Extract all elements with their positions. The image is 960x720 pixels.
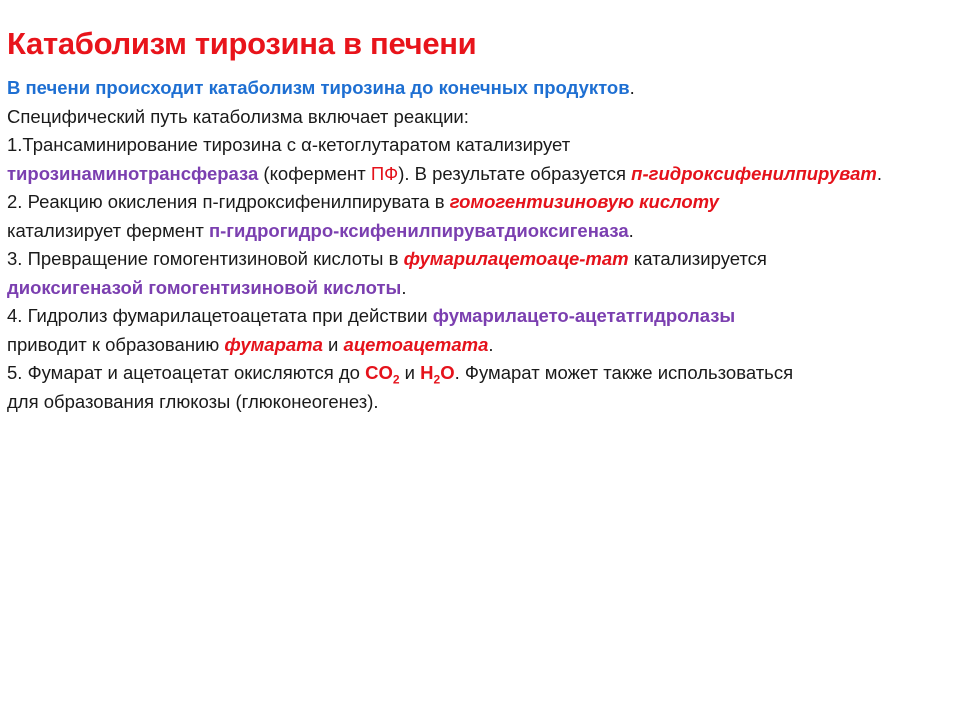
step-1-text-d: . (876, 162, 882, 184)
step-2 (7, 188, 947, 245)
lead-period: . (629, 77, 635, 98)
step-5 (7, 359, 947, 416)
step-2-product: гомогентизиновую кислоту (449, 191, 719, 212)
step-2-enzyme: п-гидрогидро-ксифенилпируватдиоксигеназа (208, 219, 629, 241)
step-3-text-a: 3. Превращение гомогентизиновой кислоты в (7, 248, 404, 269)
step-1 (7, 131, 947, 188)
step-4-product-fumarate: фумарата (224, 333, 323, 355)
step-2-text-c: . (628, 219, 634, 241)
step-5-and: и (399, 362, 421, 383)
step-3 (7, 245, 947, 302)
step-5-text-c: для образования глюкозы (глюконеогенез). (7, 390, 379, 412)
step-5-co2 (365, 362, 400, 387)
step-5-text-a: 5. Фумарат и ацетоацетат окисляются до (7, 362, 366, 383)
step-4-and: и (322, 333, 344, 355)
slide-content (7, 74, 947, 416)
lead-paragraph (7, 74, 947, 103)
step-2-text-b: катализирует фермент (7, 219, 209, 241)
step-3-text-b: катализируется (628, 248, 767, 269)
step-3-product: фумарилацетоаце-тат (403, 248, 629, 269)
step-1-text-b: (кофермент (258, 162, 371, 184)
step-4-text-b: приводит к образованию (7, 333, 225, 355)
step-5-co: CO (365, 362, 393, 383)
step-1-enzyme: тирозинаминотрансфераза (7, 162, 259, 184)
lead-text: В печени происходит катаболизм тирозина до конечных продуктов (7, 77, 630, 98)
step-4-product-acetoacetate: ацетоацетата (343, 333, 489, 355)
step-4-text-c: . (488, 333, 494, 355)
step-5-text-b: . Фумарат может также использоваться (454, 362, 794, 383)
step-1-text-a: 1.Трансаминирование тирозина с α-кетоглутаратом катализирует (7, 134, 571, 155)
step-1-product: п-гидроксифенилпируват (631, 162, 877, 184)
step-3-text-c: . (401, 276, 407, 298)
step-5-h: H (420, 362, 434, 383)
intro-paragraph: Специфический путь катаболизма включает реакции: (7, 105, 469, 127)
slide-title: Катаболизм тирозина в печени (7, 26, 477, 61)
step-5-h-sub: 2 (433, 372, 441, 387)
step-5-o: O (440, 362, 455, 383)
step-5-h2o (420, 362, 455, 387)
step-4 (7, 302, 947, 359)
step-1-text-c: ). В результате образуется (398, 162, 632, 184)
step-3-enzyme: диоксигеназой гомогентизиновой кислоты (7, 276, 402, 298)
step-4-text-a: 4. Гидролиз фумарилацетоацетата при действии (7, 305, 433, 326)
step-2-text-a: 2. Реакцию окисления п-гидроксифенилпирувата в (7, 191, 450, 212)
step-1-cofactor: ПФ (370, 162, 399, 184)
step-4-enzyme: фумарилацето-ацетатгидролазы (432, 305, 736, 326)
step-5-co-sub: 2 (392, 372, 400, 387)
